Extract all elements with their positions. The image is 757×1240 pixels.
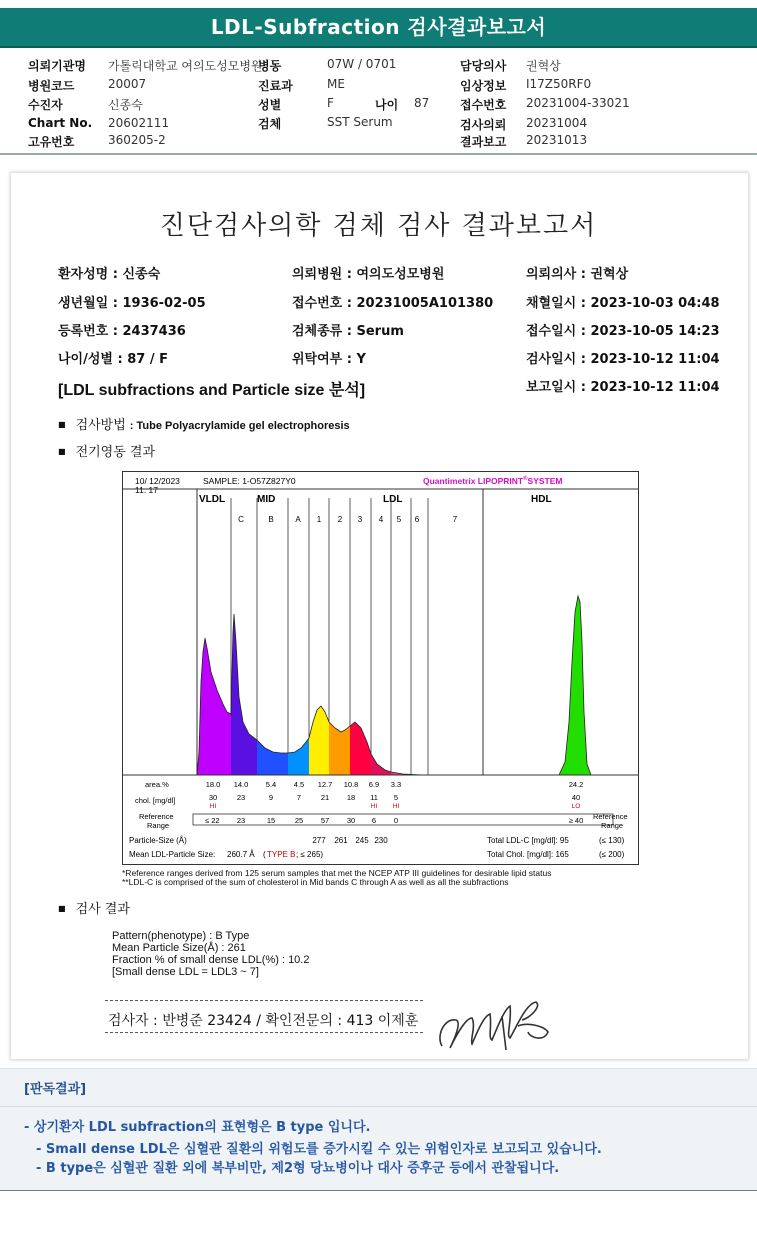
header-value: 권혁상 [526,59,561,73]
group-hdl: HDL [531,494,552,505]
header-value: 07W / 0701 [327,57,397,71]
result-line: Fraction % of small dense LDL(%) : 10.2 [112,954,310,966]
particle-size-label: Particle-Size (Å) [129,836,187,845]
collection-time: 채혈일시 : 2023-10-03 04:48 [526,296,720,311]
row-label-ref-right: Reference [593,812,628,821]
mean-size-type-prefix: ( [263,850,266,859]
brand-registered: ® [523,476,528,482]
ref-value: 6 [371,816,377,825]
mean-size-type: TYPE B [267,850,296,859]
header-value: 20231004-33021 [526,96,630,110]
header-label: 담당의사 [460,59,507,73]
peak-fill [329,722,350,775]
header-label: 성별 [258,98,282,112]
peak-fill [309,706,329,775]
chart-footnote-2: **LDL-C is comprised of the sum of cholesterol in Mid bands C through A as well as all the subfractions [122,877,509,887]
particle-size-value: 245 [355,836,369,845]
test-time: 검사일시 : 2023-10-12 11:04 [526,352,720,367]
row-label-chol: chol. [mg/dl] [135,796,176,805]
method-value: : Tube Polyacrylamide gel electrophoresis [129,420,350,432]
band-label: 4 [378,515,384,524]
chol-value: 11 [370,793,378,802]
header-value: 360205-2 [108,133,166,147]
chart-svg [123,472,638,864]
mean-size-value: 260.7 Å [227,850,255,859]
bottom-rule [0,1190,757,1191]
area-value: 4.5 [293,780,305,789]
mean-size-label: Mean LDL-Particle Size: [129,850,216,859]
electrophoresis-heading: ■ 전기영동 결과 [58,441,155,460]
age-value: 87 [414,96,430,110]
chol-value: 21 [320,793,330,802]
ref-value: 15 [266,816,276,825]
peak-fill [231,614,257,775]
section-title: [LDL subfractions and Particle size 분석] [58,382,366,399]
signature-line: 검사자 : 반병준 23424 / 확인전문의 : 413 이제훈 [108,1013,419,1029]
report-title: LDL-Subfraction 검사결과보고서 [0,8,757,48]
birth-date: 생년월일 : 1936-02-05 [58,296,206,311]
header-value: 20007 [108,77,147,91]
result-line: Pattern(phenotype) : B Type [112,930,250,942]
header-label: 진료과 [258,79,293,93]
band-label: 5 [396,515,402,524]
header-label: 병원코드 [28,79,75,93]
band-label: C [238,515,244,524]
ref-value: 57 [320,816,330,825]
area-value: 6.9 [368,780,380,789]
interpretation-line: - 상기환자 LDL subfraction의 표현형은 B type 입니다. [24,1120,371,1135]
band-label: B [268,515,274,524]
header-value: ME [327,77,345,91]
result-line: [Small dense LDL = LDL3 ~ 7] [112,966,259,978]
chol-value: 30 [208,793,218,802]
flag-value: LO [571,803,581,810]
chart-peaks [197,596,591,775]
band-label: A [295,515,301,524]
band-label: 1 [316,515,322,524]
ref-value: 0 [393,816,399,825]
chol-value: 7 [296,793,302,802]
method-label: 검사방법 [75,418,126,433]
chol-value: 40 [571,793,581,802]
mean-size-ref: ; ≤ 265) [296,850,324,859]
chol-value: 9 [268,793,274,802]
particle-size-value: 261 [334,836,348,845]
patient-name: 환자성명 : 신종숙 [58,267,161,282]
header-label: 임상정보 [460,79,507,93]
header-label: 접수번호 [460,98,507,112]
flag-value: HI [370,803,378,810]
ref-value: 25 [294,816,304,825]
receipt-time: 접수일시 : 2023-10-05 14:23 [526,324,720,339]
accession-number: 접수번호 : 20231005A101380 [292,296,494,311]
header-value: 20231013 [526,133,588,147]
header-label: 병동 [258,59,282,73]
total-ldl: Total LDL-C [mg/dl]: 95 [487,836,569,845]
group-mid: MID [257,494,276,505]
chart-footnote-1: *Reference ranges derived from 125 serum samples that met the NCEP ATP III guidelines for desirable lipid status [122,868,552,878]
header-value: SST Serum [327,115,393,129]
requesting-hospital: 의뢰병원 : 여의도성모병원 [292,267,445,282]
brand-label [423,475,563,486]
total-chol-ref: (≤ 200) [599,850,625,859]
chart-time: 11: 17 [135,485,159,495]
result-heading: ■ 검사 결과 [58,898,130,917]
header-value: 20231004 [526,116,588,130]
header-label: 고유번호 [28,135,75,149]
row-label-ref: Reference [139,812,174,821]
group-vldl: VLDL [199,494,226,505]
interpretation-line: - B type은 심혈관 질환 외에 복부비만, 제2형 당뇨병이나 대사 증후군 등에서 관찰됩니다. [36,1161,560,1176]
area-value: 14.0 [233,780,249,789]
group-ldl: LDL [383,494,403,505]
header-divider [0,153,757,155]
chol-value: 23 [236,793,246,802]
consignment: 위탁여부 : Y [292,352,366,367]
reference-range-box [193,814,613,825]
specimen-type: 검체종류 : Serum [292,324,404,339]
age-label: 나이 [375,98,399,112]
signature-dash-top [105,1000,423,1001]
total-ldl-ref: (≤ 130) [599,836,625,845]
total-chol: Total Chol. [mg/dl]: 165 [487,850,569,859]
interpretation-divider [0,1106,757,1107]
peak-fill [288,738,309,775]
band-label: 2 [337,515,343,524]
chol-value: 18 [346,793,356,802]
row-label-area: area.% [145,780,169,789]
area-value: 18.0 [205,780,221,789]
sample-label: SAMPLE: 1-O57Z827Y0 [203,476,296,486]
registration-number: 등록번호 : 2437436 [58,324,186,339]
header-value: F [327,96,334,110]
signature-dash-bottom [105,1032,423,1033]
method-item [58,414,350,433]
band-label: 3 [357,515,363,524]
chart-date: 10/ 12/2023 [135,476,180,486]
peak-fill [350,722,371,775]
ref-value: 23 [236,816,246,825]
header-label: 결과보고 [460,135,507,149]
header-label: 검체 [258,117,282,131]
band-label: 6 [414,515,420,524]
area-value: 24.2 [568,780,584,789]
peak-fill [257,740,288,775]
ref-value: 30 [346,816,356,825]
particle-size-value: 277 [312,836,326,845]
interpretation-line: - Small dense LDL은 심혈관 질환의 위험도를 증가시킬 수 있는 위험인자로 보고되고 있습니다. [36,1142,602,1157]
requesting-doctor: 의뢰의사 : 권혁상 [526,267,629,282]
header-label: 의뢰기관명 [28,59,86,73]
header-label: 검사의뢰 [460,118,507,132]
brand-name: Quantimetrix LIPOPRINT [423,476,524,486]
peak-fill [197,638,231,775]
area-value: 10.8 [343,780,359,789]
chol-value: 5 [393,793,399,802]
area-value: 5.4 [265,780,277,789]
peak-fill [371,754,391,775]
flag-value: HI [209,803,217,810]
area-value: 12.7 [317,780,333,789]
brand-tail: SYSTEM [527,476,563,486]
row-label-ref-right-2: Range [601,821,624,830]
header-label: Chart No. [28,116,93,130]
ref-value: ≤ 22 [205,816,220,825]
ref-value: ≥ 40 [568,816,584,825]
header-label: 수진자 [28,98,63,112]
header-value: I17Z50RF0 [526,77,592,91]
header-value: 20602111 [108,116,170,130]
header-value: 신종숙 [108,98,143,112]
electrophoresis-chart [122,471,639,865]
particle-size-value: 230 [374,836,388,845]
result-line: Mean Particle Size(Å) : 261 [112,942,246,954]
flag-value: HI [392,803,400,810]
report-time: 보고일시 : 2023-10-12 11:04 [526,380,720,395]
interpretation-title: [판독결과] [24,1082,87,1097]
header-value: 가톨릭대학교 여의도성모병원 [108,59,263,73]
band-label: 7 [452,515,458,524]
area-value: 3.3 [390,780,402,789]
report-main-title: 진단검사의학 검체 검사 결과보고서 [159,211,598,241]
age-sex: 나이/성별 : 87 / F [58,352,169,367]
row-label-ref-2: Range [147,821,170,830]
handwritten-signature [432,996,562,1058]
